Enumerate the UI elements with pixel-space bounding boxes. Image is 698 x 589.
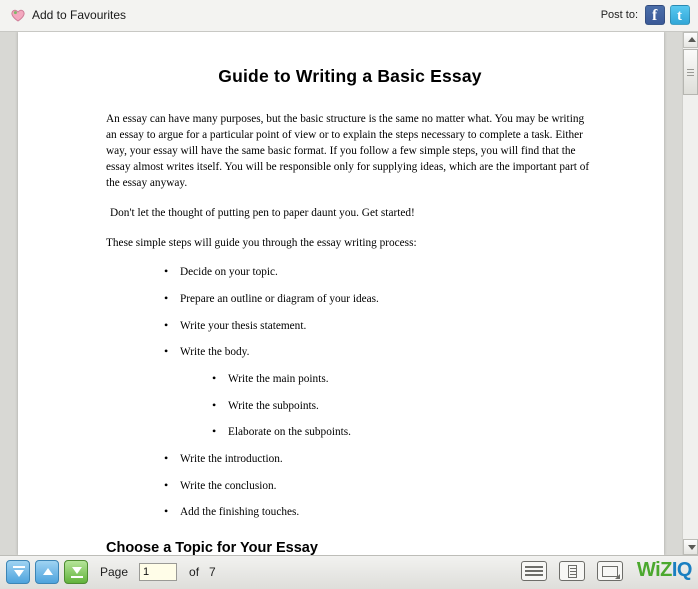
of-label: of bbox=[189, 565, 200, 579]
twitter-icon[interactable] bbox=[670, 5, 690, 25]
bottom-toolbar bbox=[0, 555, 698, 589]
list-item: • Add the finishing touches. bbox=[164, 505, 594, 520]
scroll-up-arrow-icon[interactable] bbox=[683, 32, 698, 48]
document-paragraph: Don't let the thought of putting pen to paper daunt you. Get started! bbox=[110, 207, 415, 220]
document-paragraph: An essay can have many purposes, but the basic structure is the same no matter what. You may be writing an essay to argue for a particular point of view or to explain the steps necessary to complete a task. Either way, your essay will have the same basic format. If you follow a few simple steps, you will find that the essay almost writes itself. You will be responsible only for supplying ideas, which are the important part of the essay anyway. bbox=[106, 113, 590, 190]
list-view-icon[interactable] bbox=[521, 561, 547, 581]
list-item-label: Write the body. bbox=[180, 346, 250, 359]
vertical-scrollbar[interactable] bbox=[682, 32, 698, 555]
steps-list bbox=[106, 265, 594, 520]
scrollbar-thumb[interactable] bbox=[683, 49, 698, 95]
list-item: • Write your thesis statement. bbox=[164, 319, 594, 334]
scroll-down-arrow-icon[interactable] bbox=[683, 539, 698, 555]
page-navigation-group bbox=[6, 560, 216, 584]
list-item: • Write the conclusion. bbox=[164, 479, 594, 494]
post-to-group bbox=[601, 5, 690, 25]
list-item bbox=[164, 345, 594, 440]
substeps-list bbox=[180, 372, 594, 440]
document-title: Guide to Writing a Basic Essay bbox=[218, 66, 482, 86]
document-paragraph: These simple steps will guide you through the essay writing process: bbox=[106, 237, 417, 250]
list-item: • Prepare an outline or diagram of your ideas. bbox=[164, 292, 594, 307]
add-to-favourites-label: Add to Favourites bbox=[32, 8, 127, 22]
previous-page-icon[interactable] bbox=[35, 560, 59, 584]
brand-first: WiZ bbox=[636, 559, 672, 581]
go-to-first-page-icon[interactable] bbox=[6, 560, 30, 584]
brand-second: IQ bbox=[671, 559, 692, 581]
list-item: • Decide on your topic. bbox=[164, 265, 594, 280]
view-options-group bbox=[521, 559, 692, 582]
next-page-icon[interactable] bbox=[64, 560, 88, 584]
single-page-view-icon[interactable] bbox=[559, 561, 585, 581]
document-page bbox=[18, 32, 664, 555]
page-number-input[interactable] bbox=[139, 563, 177, 581]
document-heading-2: Choose a Topic for Your Essay bbox=[106, 539, 318, 555]
list-item: • Write the main points. bbox=[212, 372, 594, 387]
post-to-label: Post to: bbox=[600, 9, 638, 21]
fullscreen-icon[interactable] bbox=[597, 561, 623, 581]
add-to-favourites-button[interactable] bbox=[10, 7, 126, 23]
list-item: • Elaborate on the subpoints. bbox=[212, 425, 594, 440]
top-toolbar bbox=[0, 0, 698, 32]
page-label: Page bbox=[100, 565, 129, 579]
heart-icon bbox=[10, 7, 26, 23]
document-viewer[interactable] bbox=[0, 32, 682, 555]
total-pages-label: 7 bbox=[209, 565, 216, 579]
list-item: • Write the subpoints. bbox=[212, 399, 594, 414]
list-item: • Write the introduction. bbox=[164, 452, 594, 467]
wiziq-logo bbox=[637, 559, 692, 582]
facebook-icon[interactable] bbox=[645, 5, 665, 25]
